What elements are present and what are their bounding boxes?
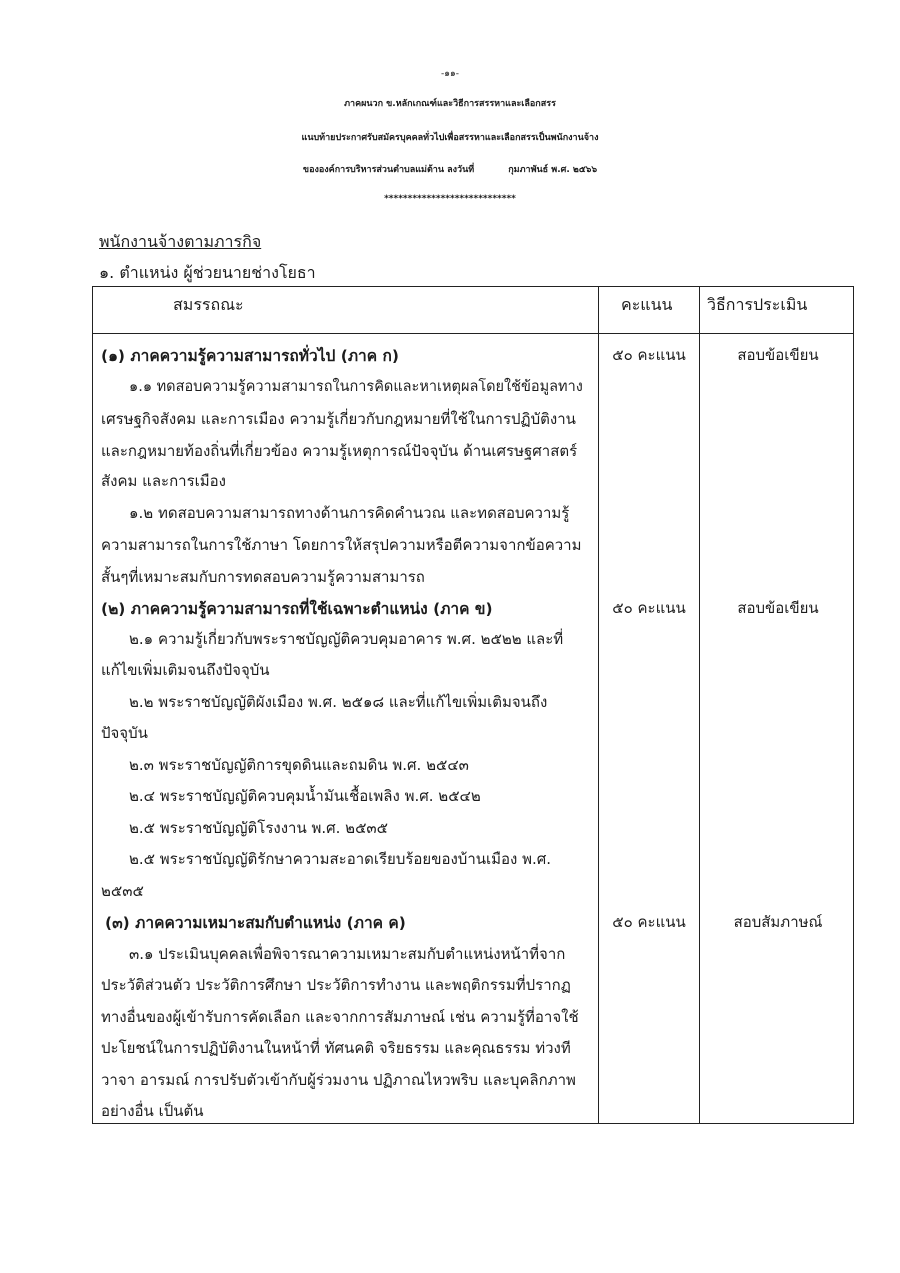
criteria-table	[92, 286, 854, 1124]
part-1-method: สอบข้อเขียน	[737, 346, 819, 364]
section-title: พนักงานจ้างตามภารกิจ	[99, 232, 262, 251]
item-text-line: ปัจจุบัน	[101, 724, 148, 742]
part-1-heading: (๑) ภาคความรู้ความสามารถทั่วไป (ภาค ก)	[101, 347, 399, 365]
item-text-line: ๒.๓ พระราชบัญญัติการขุดดินและถมดิน พ.ศ. ๒๕๔๓	[129, 756, 469, 774]
item-text-line: และกฎหมายท้องถิ่นที่เกี่ยวข้อง ความรู้เหตุการณ์ปัจจุบัน ด้านเศรษฐศาสตร์	[101, 442, 578, 460]
organization-date-line	[0, 162, 900, 176]
page-number: -๑๑-	[441, 69, 459, 79]
item-text-line: ความสามารถในการใช้ภาษา โดยการให้สรุปความหรือตีความจากข้อความ	[101, 536, 582, 554]
item-text-line: ๑.๒ ทดสอบความสามารถทางด้านการคิดคำนวณ และทดสอบความรู้	[129, 504, 570, 522]
item-text-line: วาจา อารมณ์ การปรับตัวเข้ากับผู้ร่วมงาน ปฏิภาณไหวพริบ และบุคลิกภาพ	[101, 1071, 576, 1089]
item-text-line: ๑.๑ ทดสอบความรู้ความสามารถในการคิดและหาเหตุผลโดยใช้ข้อมูลทาง	[129, 379, 583, 395]
item-text-line: เศรษฐกิจสังคม และการเมือง ความรู้เกี่ยวกับกฎหมายที่ใช้ในการปฏิบัติงาน	[101, 410, 576, 428]
item-text-line: อย่างอื่น เป็นต้น	[101, 1102, 204, 1120]
item-text-line: ปะโยชน์ในการปฏิบัติงานในหน้าที่ ทัศนคติ จริยธรรม และคุณธรรม ท่วงที	[101, 1039, 571, 1057]
header-score: คะแนน	[621, 295, 673, 314]
part-1-score: ๕๐ คะแนน	[612, 346, 686, 364]
annex-title: ภาคผนวก ข.หลักเกณฑ์และวิธีการสรรหาและเลือกสรร	[344, 99, 556, 109]
header-method: วิธีการประเมิน	[707, 295, 808, 314]
item-text-line: ๒.๑ ความรู้เกี่ยวกับพระราชบัญญัติควบคุมอาคาร พ.ศ. ๒๕๒๒ และที่	[129, 630, 564, 648]
part-3-method: สอบสัมภาษณ์	[733, 913, 823, 931]
item-text-line: ประวัติส่วนตัว ประวัติการศึกษา ประวัติการทำงาน และพฤติกรรมที่ปรากฏ	[101, 976, 571, 994]
organization-text: ขององค์การบริหารส่วนตำบลแม่ต้าน ลงวันที่	[302, 165, 475, 175]
item-text-line: ทางอื่นของผู้เข้ารับการคัดเลือก และจากการสัมภาษณ์ เช่น ความรู้ที่อาจใช้	[101, 1008, 579, 1026]
item-text-line: ๒.๕ พระราชบัญญัติรักษาความสะอาดเรียบร้อยของบ้านเมือง พ.ศ.	[129, 850, 552, 868]
item-text-line: สั้นๆที่เหมาะสมกับการทดสอบความรู้ความสามารถ	[101, 568, 425, 586]
part-3-score: ๕๐ คะแนน	[612, 913, 686, 931]
item-text-line: ๒.๕ พระราชบัญญัติโรงงาน พ.ศ. ๒๕๓๕	[129, 819, 389, 837]
item-text-line: ๒๕๓๕	[101, 882, 144, 900]
part-2-method: สอบข้อเขียน	[737, 599, 819, 617]
part-2-score: ๕๐ คะแนน	[612, 599, 686, 617]
item-text-line: สังคม และการเมือง	[101, 472, 226, 490]
part-2-heading: (๒) ภาคความรู้ความสามารถที่ใช้เฉพาะตำแหน่ง (ภาค ข)	[101, 600, 493, 618]
item-text-line: ๒.๔ พระราชบัญญัติควบคุมน้ำมันเชื้อเพลิง พ.ศ. ๒๕๔๒	[129, 787, 481, 805]
position-line: ๑. ตำแหน่ง ผู้ช่วยนายช่างโยธา	[99, 263, 316, 282]
header-divider	[93, 333, 853, 334]
month-year-text: กุมภาพันธ์ พ.ศ. ๒๕๖๖	[508, 165, 598, 175]
announcement-subtitle: แนบท้ายประกาศรับสมัครบุคคลทั่วไปเพื่อสรรหาและเลือกสรรเป็นพนักงานจ้าง	[301, 133, 599, 143]
item-text-line: ๓.๑ ประเมินบุคคลเพื่อพิจารณาความเหมาะสมกับตำแหน่งหน้าที่จาก	[129, 945, 566, 963]
item-text-line: แก้ไขเพิ่มเติมจนถึงปัจจุบัน	[101, 661, 270, 679]
column-divider	[598, 287, 599, 1123]
star-divider: ****************************	[384, 194, 516, 204]
item-text-line: ๒.๒ พระราชบัญญัติผังเมือง พ.ศ. ๒๕๑๘ และที่แก้ไขเพิ่มเติมจนถึง	[129, 693, 548, 711]
header-competency: สมรรถณะ	[173, 295, 244, 314]
part-3-heading: (๓) ภาคความเหมาะสมกับตำแหน่ง (ภาค ค)	[105, 914, 406, 932]
column-divider	[699, 287, 700, 1123]
